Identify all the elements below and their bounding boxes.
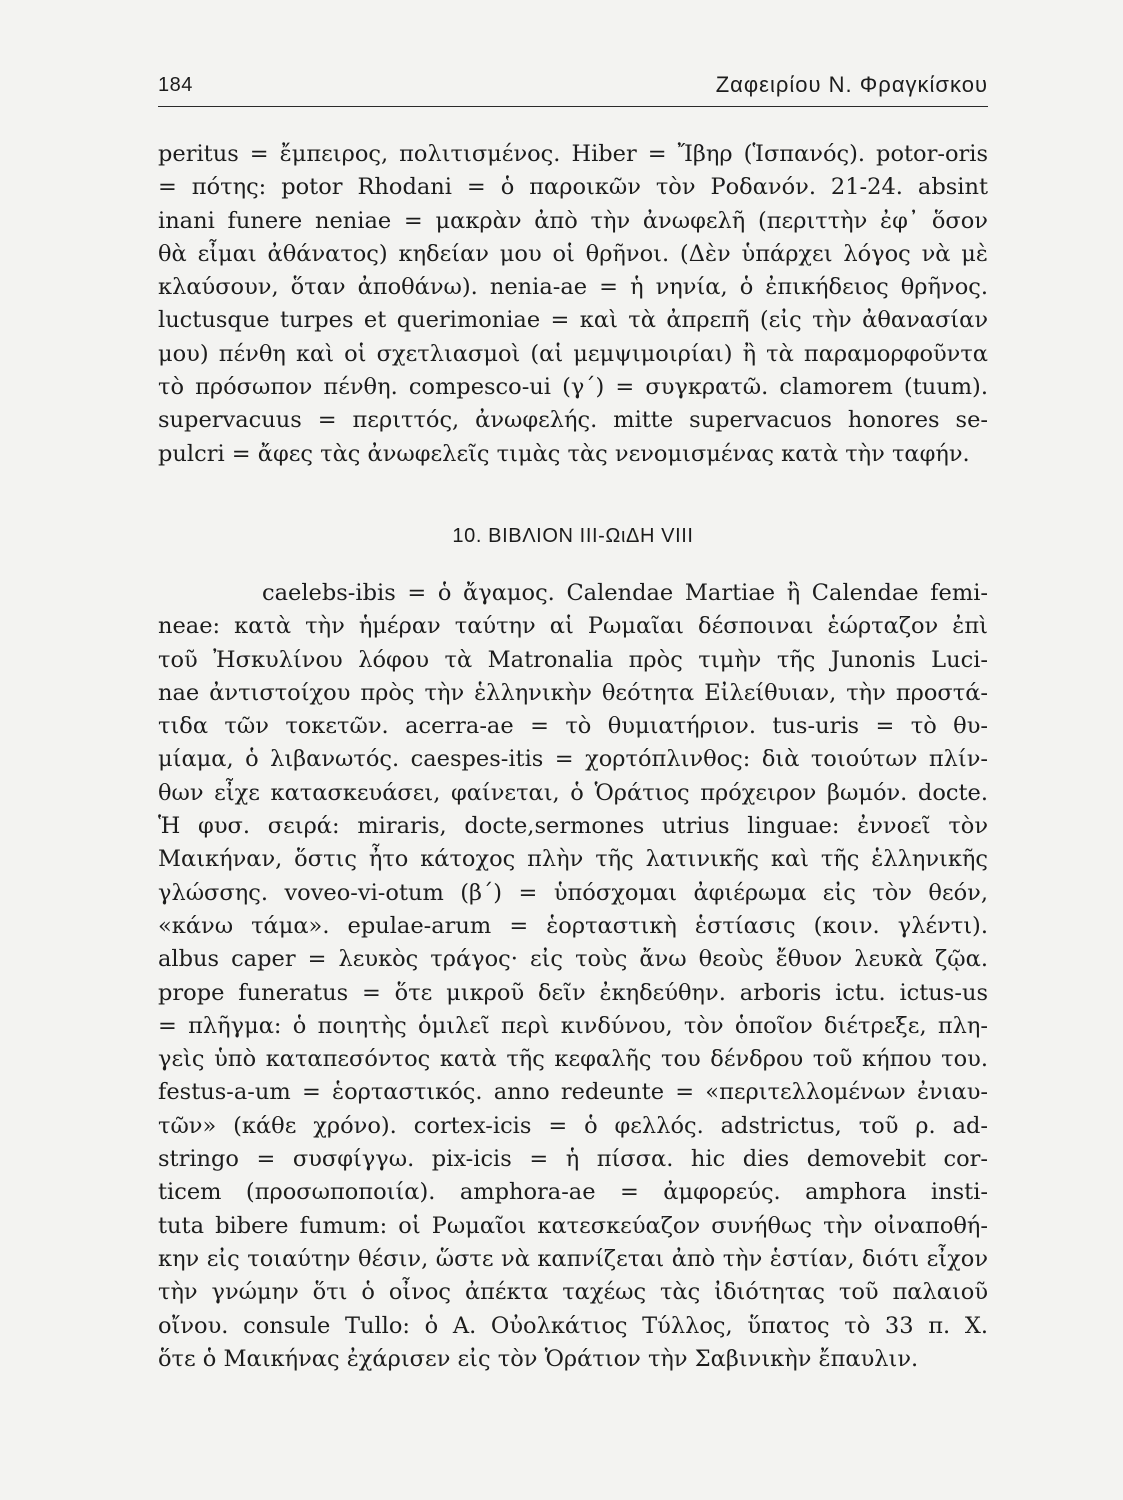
text-line: θὰ εἶμαι ἀθάνατος) κηδείαν μου οἱ θρῆνοι. (Δὲν ὑπάρχει λόγος νὰ μὲ [158, 240, 988, 267]
text-line: luctusque turpes et querimoniae = καὶ τὰ ἀπρεπῆ (εἰς τὴν ἀθανασίαν [158, 307, 988, 334]
section-heading: 10. ΒΙΒΛΙΟΝ ΙΙΙ-ΩιΔΗ VIII [452, 525, 694, 547]
text-line: Ἡ φυσ. σειρά: miraris, docte,sermones utrius linguae: ἐννοεῖ τὸν [158, 813, 988, 840]
text-line: albus caper = λευκὸς τράγος· εἰς τοὺς ἄνω θεοὺς ἔθυον λευκὰ ζῷα. [158, 946, 988, 973]
commentary-section-1 [158, 138, 988, 471]
text-line: οἴνου. consule Tullo: ὁ Α. Οὐολκάτιος Τύλλος, ὕπατος τὸ 33 π. Χ. [158, 1312, 988, 1339]
text-line: stringo = συσφίγγω. pix-icis = ἡ πίσσα. hic dies demovebit cor- [158, 1146, 988, 1173]
text-line: pulcri = ἄφες τὰς ἀνωφελεῖς τιμὰς τὰς νενομισμένας κατὰ τὴν ταφήν. [158, 440, 970, 467]
text-line: τοῦ Ἠσκυλίνου λόφου τὰ Matronalia πρὸς τιμὴν τῆς Junonis Luci- [158, 646, 988, 673]
text-line: peritus = ἔμπειρος, πολιτισμένος. Hiber = Ἴβηρ (Ἱσπανός). potor-oris [158, 141, 988, 167]
text-line: μίαμα, ὁ λιβανωτός. caespes-itis = χορτόπλινθος: διὰ τοιούτων πλίν- [158, 746, 988, 773]
text-line: = πότης: potor Rhodani = ὁ παροικῶν τὸν Ροδανόν. 21-24. absint [158, 174, 988, 201]
page-number: 184 [158, 74, 193, 96]
text-line: κην εἰς τοιαύτην θέσιν, ὥστε νὰ καπνίζεται ἀπὸ τὴν ἑστίαν, διότι εἶχον [158, 1245, 988, 1272]
text-line: tuta bibere fumum: οἱ Ρωμαῖοι κατεσκεύαζον συνήθως τὴν οἰναποθή- [158, 1212, 988, 1239]
running-head [158, 72, 988, 107]
text-line: Μαικήναν, ὅστις ἦτο κάτοχος πλὴν τῆς λατινικῆς καὶ τῆς ἑλληνικῆς [158, 846, 988, 873]
text-line: κλαύσουν, ὅταν ἀποθάνω). nenia-ae = ἡ νηνία, ὁ ἐπικήδειος θρῆνος. [158, 274, 988, 301]
text-line: prope funeratus = ὅτε μικροῦ δεῖν ἐκηδεύθην. arboris ictu. ictus-us [158, 979, 988, 1006]
text-line: τὴν γνώμην ὅτι ὁ οἶνος ἀπέκτα ταχέως τὰς ἰδιότητας τοῦ παλαιοῦ [158, 1279, 988, 1306]
commentary-section-2 [158, 577, 988, 1376]
text-line: inani funere neniae = μακρὰν ἀπὸ τὴν ἀνωφελῆ (περιττὴν ἐφ᾽ ὅσον [158, 207, 988, 234]
text-line: caelebs-ibis = ὁ ἄγαμος. Calendae Martiae ἢ Calendae femi- [262, 580, 988, 606]
text-line: «κάνω τάμα». epulae-arum = ἑορταστικὴ ἑστίασις (κοιν. γλέντι). [158, 912, 988, 939]
text-line: supervacuus = περιττός, ἀνωφελής. mitte supervacuos honores se- [158, 407, 988, 434]
text-line: θων εἶχε κατασκευάσει, φαίνεται, ὁ Ὁράτιος πρόχειρον βωμόν. docte. [158, 779, 988, 806]
text-line: μου) πένθη καὶ οἱ σχετλιασμοὶ (αἱ μεμψιμοιρίαι) ἢ τὰ παραμορφοῦντα [158, 340, 988, 367]
text-line: festus-a-um = ἑορταστικός. anno redeunte = «περιτελλομένων ἐνιαυ- [158, 1079, 988, 1106]
text-line: = πλῆγμα: ὁ ποιητὴς ὁμιλεῖ περὶ κινδύνου, τὸν ὁποῖον διέτρεξε, πλη- [158, 1012, 988, 1039]
text-line: τῶν» (κάθε χρόνο). cortex-icis = ὁ φελλός. adstrictus, τοῦ ρ. ad- [158, 1112, 988, 1139]
text-line: τὸ πρόσωπον πένθη. compesco-ui (γ΄) = συγκρατῶ. clamorem (tuum). [158, 374, 988, 401]
text-line: ὅτε ὁ Μαικήνας ἐχάρισεν εἰς τὸν Ὁράτιον τὴν Σαβινικὴν ἔπαυλιν. [158, 1345, 919, 1372]
text-line: neae: κατὰ τὴν ἡμέραν ταύτην αἱ Ρωμαῖαι δέσποιναι ἑώρταζον ἐπὶ [158, 613, 988, 640]
text-line: ticem (προσωποποιία). amphora-ae = ἀμφορεύς. amphora insti- [158, 1179, 988, 1206]
text-line: γεὶς ὑπὸ καταπεσόντος κατὰ τῆς κεφαλῆς του δένδρου τοῦ κήπου του. [158, 1046, 988, 1073]
running-title: Ζαφειρίου Ν. Φραγκίσκου [715, 72, 988, 97]
text-line: τιδα τῶν τοκετῶν. acerra-ae = τὸ θυμιατήριον. tus-uris = τὸ θυ- [158, 713, 988, 740]
text-line: nae ἀντιστοίχου πρὸς τὴν ἑλληνικὴν θεότητα Εἰλείθυιαν, τὴν προστά- [158, 679, 988, 706]
text-line: γλώσσης. voveo-vi-otum (β΄) = ὑπόσχομαι ἀφιέρωμα εἰς τὸν θεόν, [158, 879, 988, 906]
